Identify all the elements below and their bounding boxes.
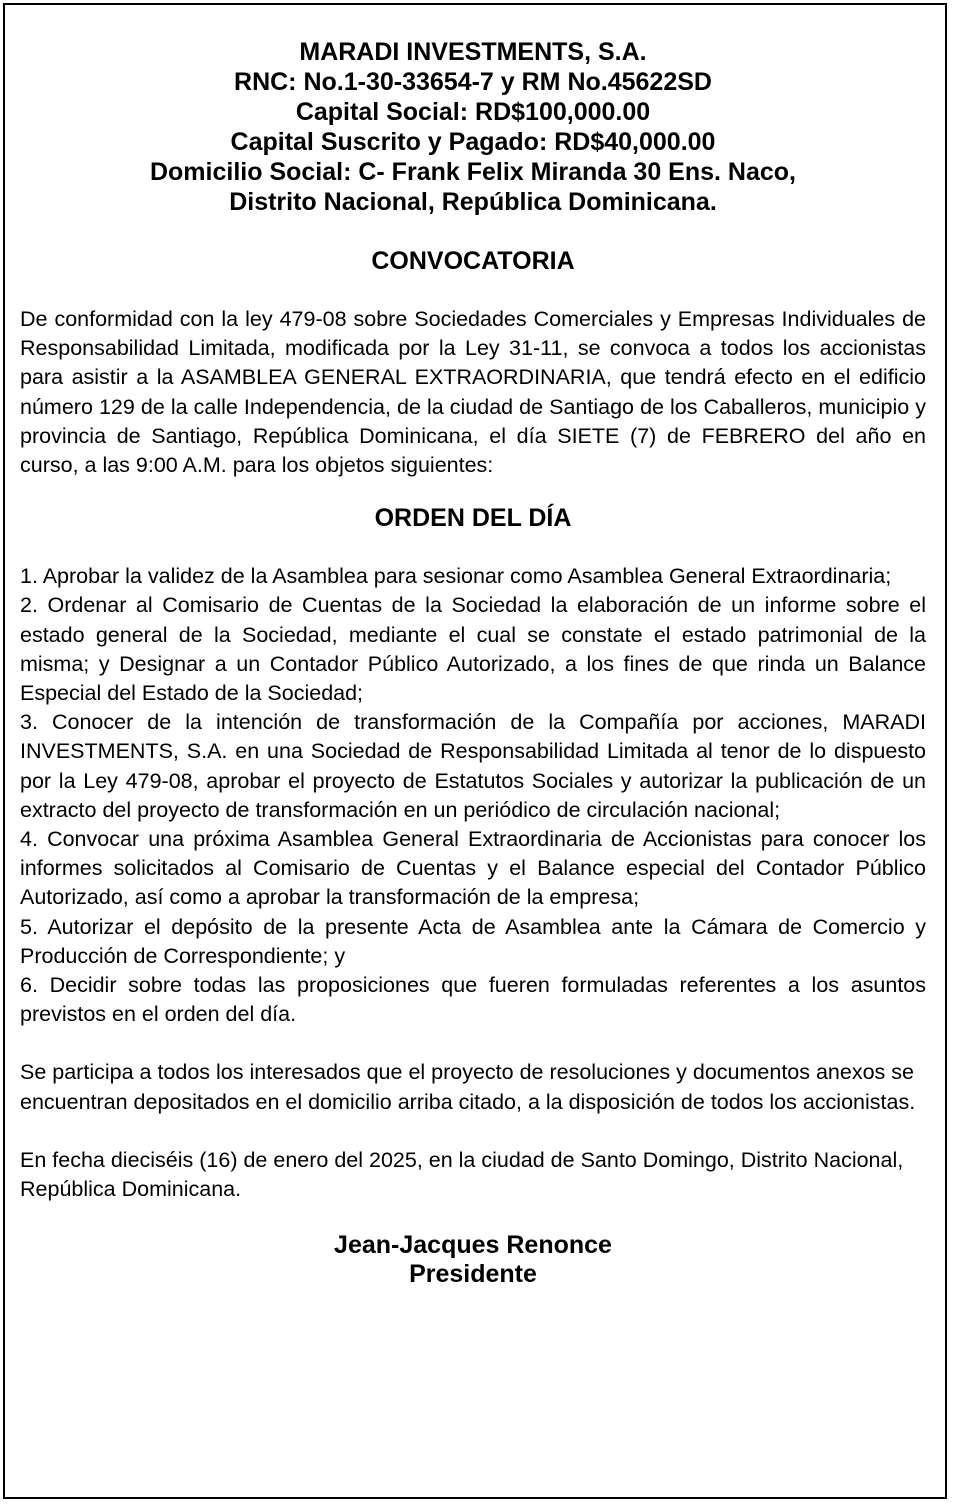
domicilio-social-cont: Distrito Nacional, República Dominicana.: [229, 188, 717, 216]
signature-block: [20, 1231, 926, 1289]
company-header: [20, 37, 926, 217]
agenda-item: 2. Ordenar al Comisario de Cuentas de la Sociedad la elaboración de un informe sobre el estado general de la Sociedad, mediante el cual se constate el estado patrimonial de la misma; y Designar a un Contador Público Autorizado, a los fines de que rinda un Balance Especial del Estado de la Sociedad;: [20, 593, 926, 706]
documents-notice: Se participa a todos los interesados que el proyecto de resoluciones y documentos anexos se encuentran depositados en el domicilio arriba citado, a la disposición de todos los accionistas.: [20, 1060, 916, 1114]
agenda-item: 3. Conocer de la intención de transformación de la Compañía por acciones, MARADI INVESTMENTS, S.A. en una Sociedad de Responsabilidad Limitada al tenor de lo dispuesto por la Ley 479-08, aprobar el proyecto de Estatutos Sociales y autorizar la publicación de un extracto del proyecto de transformación en un periódico de circulación nacional;: [20, 710, 926, 822]
company-rnc: RNC: No.1-30-33654-7 y RM No.45622SD: [234, 68, 712, 96]
agenda-item: 1. Aprobar la validez de la Asamblea para sesionar como Asamblea General Extraordinaria;: [20, 564, 892, 589]
company-name: MARADI INVESTMENTS, S.A.: [299, 38, 647, 66]
agenda-item: 5. Autorizar el depósito de la presente Acta de Asamblea ante la Cámara de Comercio y Producción de Correspondiente; y: [20, 914, 926, 968]
capital-suscrito: Capital Suscrito y Pagado: RD$40,000.00: [230, 128, 716, 156]
agenda-item: 6. Decidir sobre todas las proposiciones que fueren formuladas referentes a los asuntos previstos en el orden del día.: [20, 973, 926, 1027]
signatory-title: Presidente: [409, 1260, 537, 1289]
agenda-list: [20, 562, 926, 1029]
signatory-name: Jean-Jacques Renonce: [334, 1231, 612, 1260]
agenda-item: 4. Convocar una próxima Asamblea General Extraordinaria de Accionistas para conocer los informes solicitados al Comisario de Cuentas y el Balance especial del Contador Público Autorizado, así como a aprobar la transformación de la empresa;: [20, 827, 926, 910]
domicilio-social: Domicilio Social: C- Frank Felix Miranda 30 Ens. Naco,: [149, 158, 796, 186]
orden-del-dia-title: ORDEN DEL DÍA: [374, 504, 572, 533]
convocatoria-notice: [20, 37, 926, 1289]
date-statement: En fecha dieciséis (16) de enero del 2025, en la ciudad de Santo Domingo, Distrito Nacional, República Dominicana.: [20, 1147, 904, 1202]
capital-social: Capital Social: RD$100,000.00: [295, 98, 651, 126]
convocatoria-body: De conformidad con la ley 479-08 sobre Sociedades Comerciales y Empresas Individuales de Responsabilidad Limitada, modificada por la Ley 31-11, se convoca a todos los accionistas para asistir a la ASAMBLEA GENERAL EXTRAORDINARIA, que tendrá efecto en el edificio número 129 de la calle Independencia, de la ciudad de Santiago de los Caballeros, municipio y provincia de Santiago, República Dominicana, el día SIETE (7) de FEBRERO del año en curso, a las 9:00 A.M. para los objetos siguientes:: [20, 307, 926, 478]
convocatoria-title: CONVOCATORIA: [371, 247, 575, 275]
